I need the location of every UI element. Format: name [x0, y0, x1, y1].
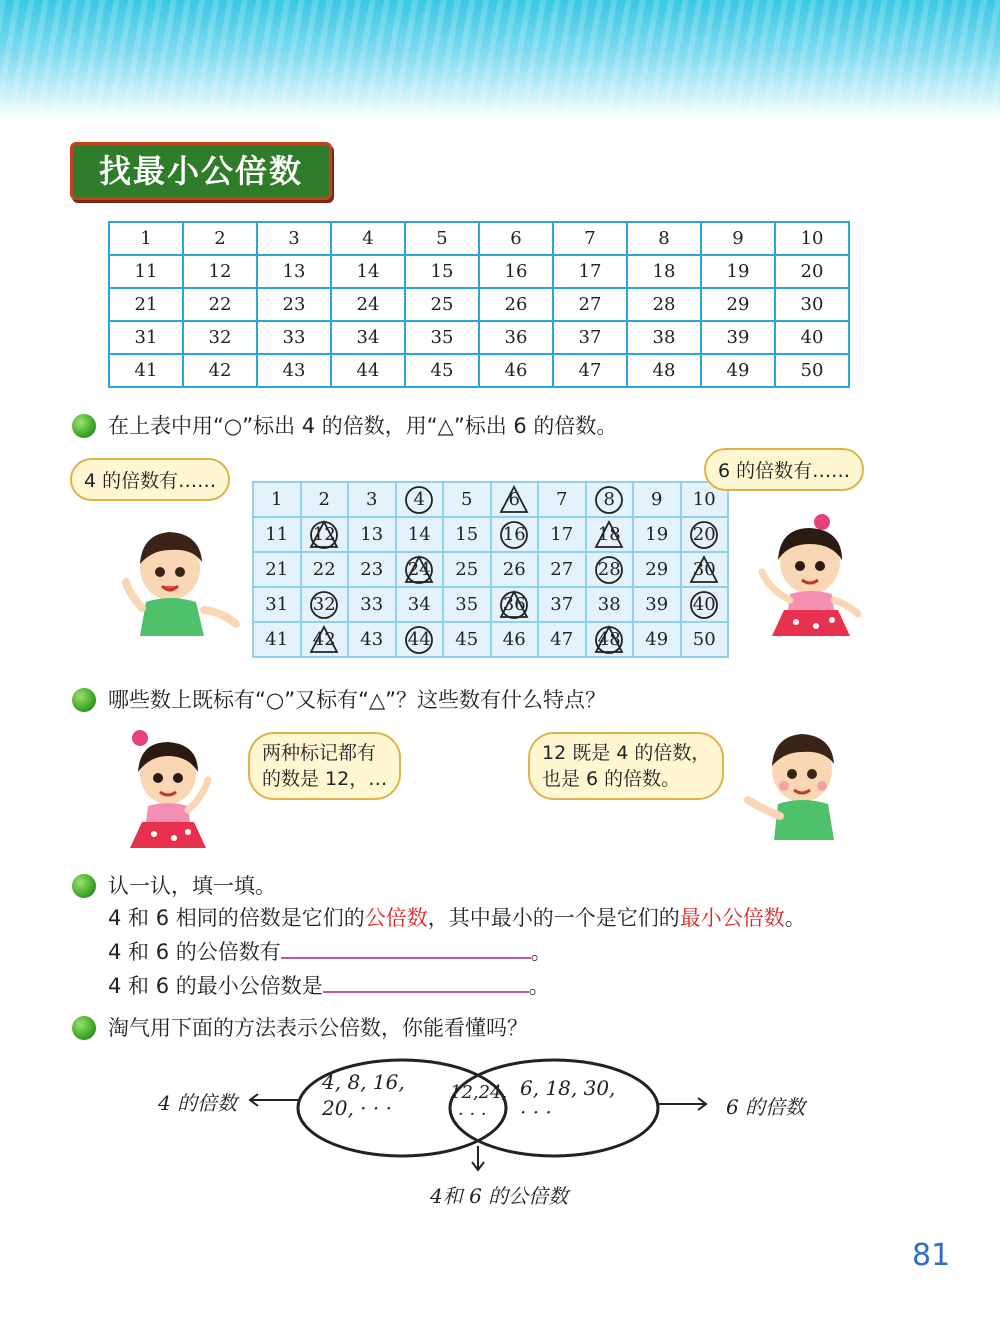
- marked-number: [594, 485, 624, 515]
- marked-number: [594, 625, 624, 655]
- cell-number: 24: [407, 558, 431, 580]
- table-cell: 49: [701, 354, 775, 387]
- table-cell: 33: [348, 587, 396, 622]
- table-cell: [681, 517, 729, 552]
- table-cell: 31: [253, 587, 301, 622]
- cell-number: 20: [692, 523, 716, 545]
- table-cell: 21: [109, 288, 183, 321]
- venn-right-values-1: 6, 18, 30,: [520, 1076, 616, 1100]
- venn-common-values-1: 12,24,: [450, 1082, 508, 1103]
- table-cell: 22: [301, 552, 349, 587]
- boy-character-icon: [744, 724, 844, 844]
- venn-common-values-2: · · ·: [458, 1104, 487, 1125]
- table-cell: 13: [348, 517, 396, 552]
- speech-bubble-girl-2: [248, 732, 401, 800]
- table-cell: 23: [348, 552, 396, 587]
- table-cell: [586, 482, 634, 517]
- table-cell: 7: [538, 482, 586, 517]
- fill-label-1: 4 和 6 的公倍数有: [108, 940, 281, 964]
- boy-character-icon: [118, 520, 246, 640]
- table-cell: 31: [109, 321, 183, 354]
- table-row: [253, 622, 728, 657]
- venn-right-values-2: · · ·: [520, 1100, 552, 1124]
- bullet-icon: [72, 414, 96, 438]
- bubble-text: 4 的倍数有……: [84, 470, 217, 492]
- table-cell: 20: [775, 255, 849, 288]
- table-cell: 1: [253, 482, 301, 517]
- fill-line-1: [108, 936, 552, 966]
- table-cell: 8: [627, 222, 701, 255]
- venn-bottom-label: 4和 6 的公倍数: [430, 1184, 569, 1208]
- table-cell: 15: [443, 517, 491, 552]
- cell-number: 36: [502, 593, 526, 615]
- table-cell: 4: [331, 222, 405, 255]
- table-cell: 30: [775, 288, 849, 321]
- bubble-text-line-2: 也是 6 的倍数。: [542, 768, 681, 790]
- table-cell: 49: [633, 622, 681, 657]
- marked-number: [689, 555, 719, 585]
- table-cell: 46: [479, 354, 553, 387]
- fill-label-2: 4 和 6 的最小公倍数是: [108, 974, 323, 998]
- table-cell: 9: [701, 222, 775, 255]
- table-cell: [301, 587, 349, 622]
- fill-end-2: 。: [528, 974, 550, 998]
- table-cell: 36: [479, 321, 553, 354]
- venn-left-values-1: 4, 8, 16,: [322, 1070, 405, 1094]
- table-cell: 43: [348, 622, 396, 657]
- table-cell: 48: [627, 354, 701, 387]
- marked-number: [499, 520, 529, 550]
- table-cell: 25: [405, 288, 479, 321]
- marked-number: [404, 625, 434, 655]
- table-cell: 26: [491, 552, 539, 587]
- answer-blank-1[interactable]: [281, 939, 531, 959]
- table-cell: [681, 587, 729, 622]
- cell-number: 28: [597, 558, 621, 580]
- table-cell: 35: [405, 321, 479, 354]
- table-cell: [586, 552, 634, 587]
- table-cell: 47: [553, 354, 627, 387]
- question-4: 淘气用下面的方法表示公倍数，你能看懂吗？: [108, 1016, 528, 1040]
- table-row: [109, 288, 849, 321]
- table-cell: 38: [586, 587, 634, 622]
- question-3: 认一认，填一填。: [108, 874, 276, 898]
- bubble-text-line-2: 的数是 12，…: [262, 768, 388, 790]
- marked-number: [594, 555, 624, 585]
- marked-number: [594, 520, 624, 550]
- table-cell: 37: [553, 321, 627, 354]
- table-row: [253, 517, 728, 552]
- table-cell: 45: [405, 354, 479, 387]
- table-cell: 23: [257, 288, 331, 321]
- cell-number: 16: [502, 523, 526, 545]
- section-title-box: [70, 142, 332, 200]
- table-cell: 17: [538, 517, 586, 552]
- bubble-text-line-1: 两种标记都有: [262, 742, 377, 764]
- table-cell: 27: [538, 552, 586, 587]
- sky-header-band: [0, 0, 1000, 120]
- cell-number: 30: [692, 558, 716, 580]
- girl-character-icon: [740, 510, 870, 640]
- number-table: [108, 221, 850, 388]
- table-cell: 10: [681, 482, 729, 517]
- table-cell: 14: [396, 517, 444, 552]
- cell-number: 4: [413, 488, 425, 510]
- table-cell: 24: [331, 288, 405, 321]
- table-cell: 27: [553, 288, 627, 321]
- table-cell: 37: [538, 587, 586, 622]
- cell-number: 8: [603, 488, 615, 510]
- bubble-text-line-1: 12 既是 4 的倍数，: [542, 742, 711, 764]
- cell-number: 44: [407, 628, 431, 650]
- table-cell: 19: [701, 255, 775, 288]
- table-cell: [301, 622, 349, 657]
- table-cell: 33: [257, 321, 331, 354]
- bullet-icon: [72, 874, 96, 898]
- table-cell: 45: [443, 622, 491, 657]
- table-cell: 47: [538, 622, 586, 657]
- table-cell: 3: [257, 222, 331, 255]
- table-row: [253, 482, 728, 517]
- table-row: [109, 222, 849, 255]
- table-cell: 41: [109, 354, 183, 387]
- marked-number-table: [252, 481, 729, 658]
- table-cell: 14: [331, 255, 405, 288]
- table-cell: 28: [627, 288, 701, 321]
- table-cell: 18: [627, 255, 701, 288]
- table-cell: 12: [183, 255, 257, 288]
- bubble-text: 6 的倍数有……: [718, 460, 851, 482]
- cell-number: 40: [692, 593, 716, 615]
- table-cell: [396, 622, 444, 657]
- table-row: [109, 321, 849, 354]
- table-cell: 9: [633, 482, 681, 517]
- table-cell: 34: [331, 321, 405, 354]
- speech-bubble-boy-1: [70, 458, 230, 501]
- marked-number: [404, 485, 434, 515]
- table-cell: 2: [183, 222, 257, 255]
- question-2: 哪些数上既标有“○”又标有“△”？这些数有什么特点？: [108, 688, 606, 712]
- girl-character-icon: [118, 722, 228, 850]
- table-cell: 15: [405, 255, 479, 288]
- table-row: [109, 255, 849, 288]
- table-cell: [681, 552, 729, 587]
- venn-left-values-2: 20, · · ·: [322, 1096, 392, 1120]
- cell-number: 6: [508, 488, 520, 510]
- table-cell: 26: [479, 288, 553, 321]
- table-cell: 6: [479, 222, 553, 255]
- table-cell: 50: [775, 354, 849, 387]
- marked-number: [689, 590, 719, 620]
- speech-bubble-girl-1: [704, 448, 864, 491]
- table-cell: 50: [681, 622, 729, 657]
- table-cell: 41: [253, 622, 301, 657]
- definition-part-1: 4 和 6 相同的倍数是它们的: [108, 906, 365, 930]
- term-common-multiple: 公倍数: [364, 906, 428, 930]
- table-cell: [491, 517, 539, 552]
- table-cell: 32: [183, 321, 257, 354]
- marked-number: [309, 590, 339, 620]
- table-cell: 46: [491, 622, 539, 657]
- cell-number: 42: [312, 628, 336, 650]
- table-cell: 7: [553, 222, 627, 255]
- table-cell: 40: [775, 321, 849, 354]
- table-cell: 5: [405, 222, 479, 255]
- question-1: 在上表中用“○”标出 4 的倍数，用“△”标出 6 的倍数。: [108, 414, 618, 438]
- table-row: [253, 552, 728, 587]
- marked-number: [499, 590, 529, 620]
- marked-number: [309, 520, 339, 550]
- table-cell: 10: [775, 222, 849, 255]
- marked-number: [689, 520, 719, 550]
- term-least-common-multiple: 最小公倍数: [679, 906, 785, 930]
- table-cell: 17: [553, 255, 627, 288]
- table-cell: [491, 482, 539, 517]
- marked-number: [404, 555, 434, 585]
- table-cell: 21: [253, 552, 301, 587]
- venn-left-label: 4 的倍数: [158, 1091, 238, 1115]
- table-cell: [396, 482, 444, 517]
- cell-number: 48: [597, 628, 621, 650]
- table-cell: [491, 587, 539, 622]
- table-cell: 16: [479, 255, 553, 288]
- table-cell: 35: [443, 587, 491, 622]
- cell-number: 32: [312, 593, 336, 615]
- cell-number: 18: [597, 523, 621, 545]
- table-cell: 44: [331, 354, 405, 387]
- table-row: [253, 587, 728, 622]
- table-cell: 5: [443, 482, 491, 517]
- table-cell: 2: [301, 482, 349, 517]
- table-cell: 43: [257, 354, 331, 387]
- table-cell: [586, 622, 634, 657]
- table-cell: 34: [396, 587, 444, 622]
- bullet-icon: [72, 688, 96, 712]
- page-number: 81: [912, 1238, 951, 1273]
- table-cell: [586, 517, 634, 552]
- table-cell: 29: [701, 288, 775, 321]
- table-cell: 11: [109, 255, 183, 288]
- speech-bubble-boy-2: [528, 732, 724, 800]
- table-cell: 29: [633, 552, 681, 587]
- fill-line-2: [108, 970, 550, 1000]
- marked-number: [309, 625, 339, 655]
- table-cell: 39: [701, 321, 775, 354]
- table-cell: 11: [253, 517, 301, 552]
- definition-line: [108, 902, 806, 932]
- definition-part-3: 。: [784, 906, 806, 930]
- table-cell: [396, 552, 444, 587]
- table-cell: 3: [348, 482, 396, 517]
- table-cell: 38: [627, 321, 701, 354]
- cell-number: 12: [312, 523, 336, 545]
- table-cell: [301, 517, 349, 552]
- venn-right-label: 6 的倍数: [726, 1095, 806, 1119]
- marked-number: [499, 485, 529, 515]
- fill-end-1: 。: [530, 940, 552, 964]
- section-title: 找最小公倍数: [98, 152, 303, 190]
- table-row: [109, 354, 849, 387]
- table-cell: 39: [633, 587, 681, 622]
- table-cell: 25: [443, 552, 491, 587]
- table-cell: 1: [109, 222, 183, 255]
- bullet-icon: [72, 1016, 96, 1040]
- answer-blank-2[interactable]: [323, 973, 529, 993]
- table-cell: 19: [633, 517, 681, 552]
- table-cell: 22: [183, 288, 257, 321]
- definition-part-2: ，其中最小的一个是它们的: [427, 906, 680, 930]
- table-cell: 13: [257, 255, 331, 288]
- table-cell: 42: [183, 354, 257, 387]
